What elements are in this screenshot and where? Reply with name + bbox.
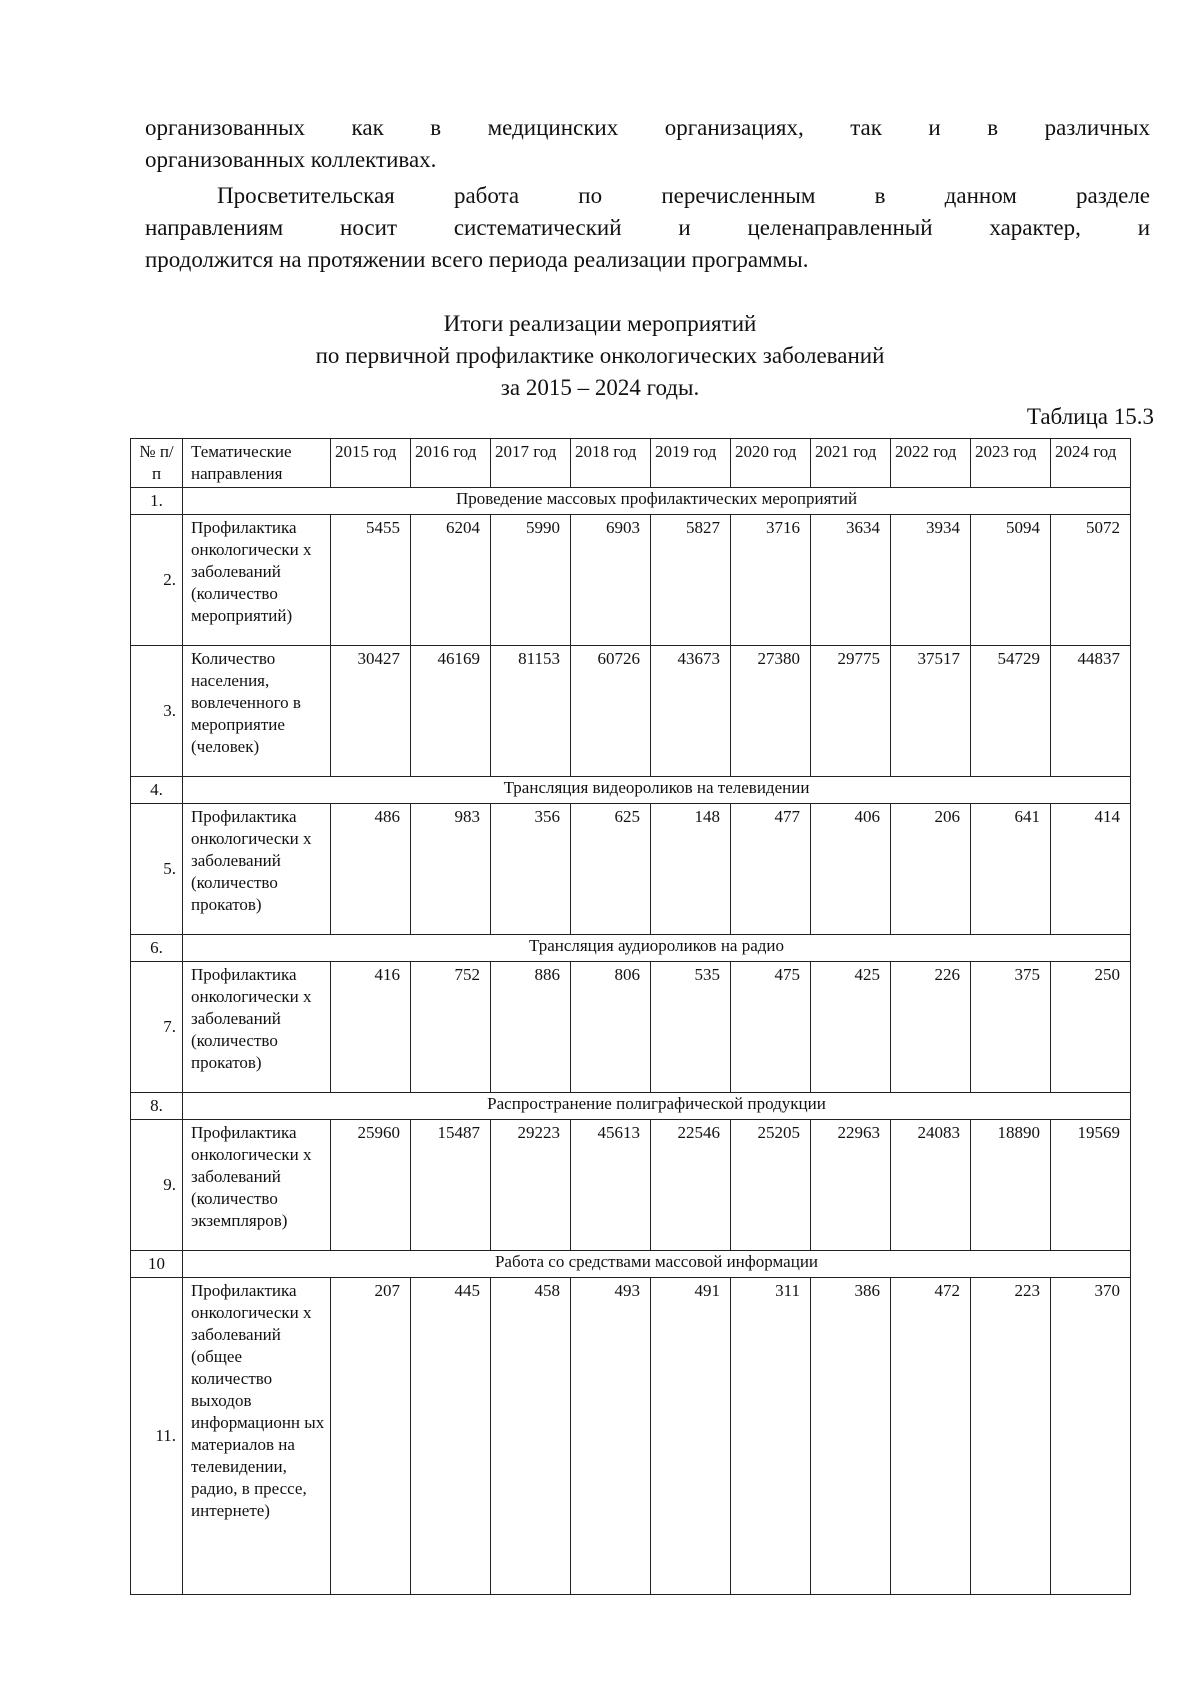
row-topic: Профилактика онкологически х заболеваний (количество прокатов) [183,804,331,935]
header-year: 2023 год [971,439,1051,488]
row-value: 207 [331,1278,411,1595]
intro-p1-line-1: организованных как в медицинских организациях, так и в различных [145,115,1150,140]
table-row [131,1120,1131,1251]
header-year: 2024 год [1051,439,1131,488]
section-number: 10 [131,1251,183,1278]
row-number: 7. [131,962,183,1093]
heading-line-2: по первичной профилактике онкологических заболеваний [315,343,885,368]
row-value: 983 [411,804,491,935]
section-title: Трансляция видеороликов на телевидении [183,777,1131,804]
row-number: 3. [131,646,183,777]
row-value: 45613 [571,1120,651,1251]
row-topic: Профилактика онкологически х заболеваний (количество экземпляров) [183,1120,331,1251]
row-value: 486 [331,804,411,935]
section-row [131,488,1131,515]
intro-p1-line-2: организованных коллективах. [145,147,437,172]
row-value: 5827 [651,515,731,646]
heading-line-1: Итоги реализации мероприятий [443,311,757,336]
row-value: 15487 [411,1120,491,1251]
table-body [131,439,1131,1595]
section-row [131,935,1131,962]
table-number-label: Таблица 15.3 [1026,404,1154,429]
header-year: 2016 год [411,439,491,488]
header-year: 2019 год [651,439,731,488]
row-number: 2. [131,515,183,646]
row-value: 458 [491,1278,571,1595]
row-value: 375 [971,962,1051,1093]
row-topic: Профилактика онкологически х заболеваний (количество прокатов) [183,962,331,1093]
section-number: 6. [131,935,183,962]
row-value: 24083 [891,1120,971,1251]
row-value: 425 [811,962,891,1093]
heading-line-3: за 2015 – 2024 годы. [500,375,700,400]
section-row [131,1093,1131,1120]
intro-paragraph-2 [145,180,1150,276]
row-value: 6204 [411,515,491,646]
row-value: 29223 [491,1120,571,1251]
results-table [130,438,1131,1595]
row-value: 25205 [731,1120,811,1251]
row-value: 223 [971,1278,1051,1595]
table-header-row [131,439,1131,488]
row-value: 22963 [811,1120,891,1251]
row-value: 493 [571,1278,651,1595]
header-number: № п/п [131,439,183,488]
row-value: 206 [891,804,971,935]
row-value: 641 [971,804,1051,935]
header-year: 2020 год [731,439,811,488]
row-topic: Профилактика онкологически х заболеваний (количество мероприятий) [183,515,331,646]
row-value: 3634 [811,515,891,646]
row-value: 311 [731,1278,811,1595]
row-value: 475 [731,962,811,1093]
section-title: Работа со средствами массовой информации [183,1251,1131,1278]
row-value: 37517 [891,646,971,777]
header-year: 2021 год [811,439,891,488]
intro-p2-line-1: Просветительская работа по перечисленным в данном разделе [217,183,1150,208]
row-value: 25960 [331,1120,411,1251]
intro-p2-line-2: направлениям носит систематический и целенаправленный характер, и [145,215,1150,240]
table-row [131,804,1131,935]
row-value: 886 [491,962,571,1093]
section-number: 1. [131,488,183,515]
row-value: 5990 [491,515,571,646]
row-value: 477 [731,804,811,935]
row-value: 356 [491,804,571,935]
row-value: 472 [891,1278,971,1595]
row-value: 30427 [331,646,411,777]
table-heading [0,308,1200,404]
row-value: 414 [1051,804,1131,935]
row-value: 406 [811,804,891,935]
section-number: 4. [131,777,183,804]
section-number: 8. [131,1093,183,1120]
header-year: 2017 год [491,439,571,488]
section-title: Трансляция аудиороликов на радио [183,935,1131,962]
row-value: 386 [811,1278,891,1595]
section-row [131,1251,1131,1278]
row-number: 9. [131,1120,183,1251]
row-value: 535 [651,962,731,1093]
section-title: Распространение полиграфической продукции [183,1093,1131,1120]
intro-paragraph-1 [145,112,1150,176]
row-topic: Профилактика онкологически х заболеваний (общее количество выходов информационн ых материалов на телевидении, радио, в прессе, интернете) [183,1278,331,1595]
row-value: 625 [571,804,651,935]
row-value: 6903 [571,515,651,646]
row-value: 60726 [571,646,651,777]
row-value: 416 [331,962,411,1093]
header-year: 2018 год [571,439,651,488]
row-value: 27380 [731,646,811,777]
row-value: 491 [651,1278,731,1595]
row-value: 43673 [651,646,731,777]
row-value: 18890 [971,1120,1051,1251]
row-value: 250 [1051,962,1131,1093]
header-year: 2015 год [331,439,411,488]
header-topic: Тематические направления [183,439,331,488]
row-value: 370 [1051,1278,1131,1595]
row-value: 19569 [1051,1120,1131,1251]
row-value: 22546 [651,1120,731,1251]
row-value: 46169 [411,646,491,777]
row-topic: Количество населения, вовлеченного в мероприятие (человек) [183,646,331,777]
row-value: 5455 [331,515,411,646]
row-number: 11. [131,1278,183,1595]
row-value: 148 [651,804,731,935]
row-number: 5. [131,804,183,935]
row-value: 806 [571,962,651,1093]
row-value: 5094 [971,515,1051,646]
row-value: 81153 [491,646,571,777]
row-value: 54729 [971,646,1051,777]
row-value: 752 [411,962,491,1093]
row-value: 29775 [811,646,891,777]
section-title: Проведение массовых профилактических мероприятий [183,488,1131,515]
row-value: 5072 [1051,515,1131,646]
row-value: 226 [891,962,971,1093]
table-row [131,515,1131,646]
row-value: 3716 [731,515,811,646]
table-row [131,1278,1131,1595]
intro-p2-line-3: продолжится на протяжении всего периода реализации программы. [145,247,809,272]
table-row [131,962,1131,1093]
section-row [131,777,1131,804]
table-row [131,646,1131,777]
row-value: 44837 [1051,646,1131,777]
row-value: 445 [411,1278,491,1595]
row-value: 3934 [891,515,971,646]
header-year: 2022 год [891,439,971,488]
